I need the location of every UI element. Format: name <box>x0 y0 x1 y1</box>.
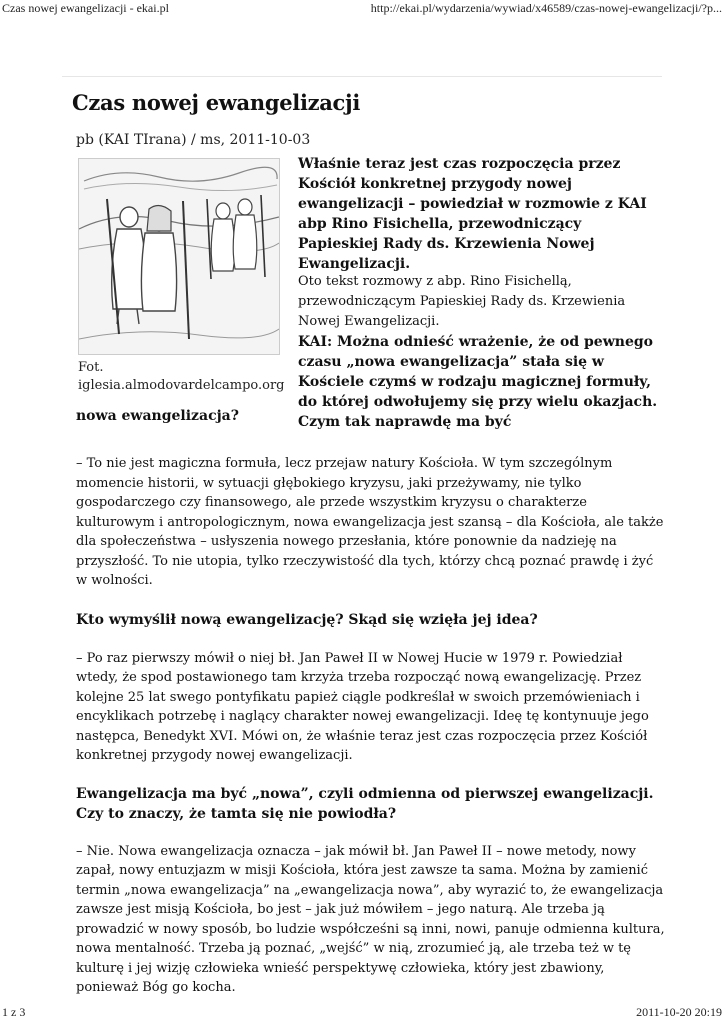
page-number: 1 z 3 <box>2 1005 26 1019</box>
article-figure <box>78 158 285 395</box>
answer-3: – Nie. Nowa ewangelizacja oznacza – jak mówił bł. Jan Paweł II – nowe metody, nowy zapał, nowy entuzjazm w misji Kościoła, która jest zawsze ta sama. Można by zamienić termin „nowa ewangelizacja” na „ewangelizacja nowa”, aby wyrazić to, że ewangelizacja zawsze jest misją Kościoła, bo jest – jak już mówiłem – jego naturą. Ale trzeba ją prowadzić w nowy sposób, bo ludzie współcześni są inni, nowi, panuje odmienna kultura, nowa mentalność. Trzeba ją poznać, „wejść” w nią, zrozumieć ją, ale trzeba też w tę kulturę i jej wizję człowieka wnieść perspektywę człowieka, który jest zbawiony, ponieważ Bóg go kocha. <box>76 843 665 995</box>
figure-caption-label: Fot. <box>78 360 104 375</box>
question-3: Ewangelizacja ma być „nowa”, czyli odmienna od pierwszej ewangelizacji. Czy to znaczy, że tamta się nie powiodła? <box>76 785 654 822</box>
article-lead: Właśnie teraz jest czas rozpoczęcia przez Kościół konkretnej przygody nowej ewangelizacji – powiedział w rozmowie z KAI abp Rino Fisichella, przewodniczący Papieskiej Rady ds. Krzewienia Nowej Ewangelizacji. <box>298 156 647 272</box>
pilgrims-illustration-icon <box>78 158 280 355</box>
article-body <box>76 454 666 998</box>
print-datetime: 2011-10-20 20:19 <box>636 1005 722 1019</box>
print-header <box>0 0 724 18</box>
print-page-title: Czas nowej ewangelizacji - ekai.pl <box>2 1 169 15</box>
question-1: KAI: Można odnieść wrażenie, że od pewnego czasu „nowa ewangelizacja” stała się w Kościele czymś w rodzaju magicznej formuły, do której odwołujemy się przy wielu okazjach. Czym tak naprawdę ma być <box>298 334 658 430</box>
article <box>72 84 665 995</box>
article-intro: Oto tekst rozmowy z abp. Rino Fisichellą, przewodniczącym Papieskiej Rady ds. Krzewienia Nowej Ewangelizacji. <box>298 274 626 329</box>
article-byline: pb (KAI TIrana) / ms, 2011-10-03 <box>76 132 311 148</box>
article-title: Czas nowej ewangelizacji <box>72 90 361 115</box>
figure-caption <box>78 359 285 395</box>
question-2: Kto wymyślił nową ewangelizację? Skąd się wzięła jej idea? <box>76 611 538 628</box>
answer-2: – Po raz pierwszy mówił o niej bł. Jan Paweł II w Nowej Hucie w 1979 r. Powiedział wtedy, że spod postawionego tam krzyża trzeba rozpocząć nową ewangelizację. Przez kolejne 25 lat swego pontyfikatu papież ciągle podkreślał w swoich przemówieniach i encyklikach potrzebę i naglący charakter nowej ewangelizacji. Ideę tę kontynuuje jego następca, Benedykt XVI. Mówi on, że właśnie teraz jest czas rozpoczęcia przez Kościół konkretnej przygody nowej ewangelizacji. <box>76 650 649 763</box>
answer-1: – To nie jest magiczna formuła, lecz przejaw natury Kościoła. W tym szczególnym momencie historii, w sytuacji głębokiego kryzysu, jaki przeżywamy, nie tylko gospodarczego czy finansowego, ale przede wszystkim kryzysu o charakterze kulturowym i antropologicznym, nowa ewangelizacja jest szansą – dla Kościoła, ale także dla społeczeństwa – usłyszenia nowego przesłania, które ponownie da nadzieję na przyszłość. To nie utopia, tylko rzeczywistość dla tych, którzy chcą poznać prawdę i żyć w wolności. <box>76 456 664 588</box>
print-page-url[interactable]: http://ekai.pl/wydarzenia/wywiad/x46589/czas-nowej-ewangelizacji/?p... <box>370 1 722 15</box>
question-1-tail: nowa ewangelizacja? <box>76 408 239 424</box>
top-divider <box>62 76 662 77</box>
figure-caption-source: iglesia.almodovardelcampo.org <box>78 378 285 393</box>
